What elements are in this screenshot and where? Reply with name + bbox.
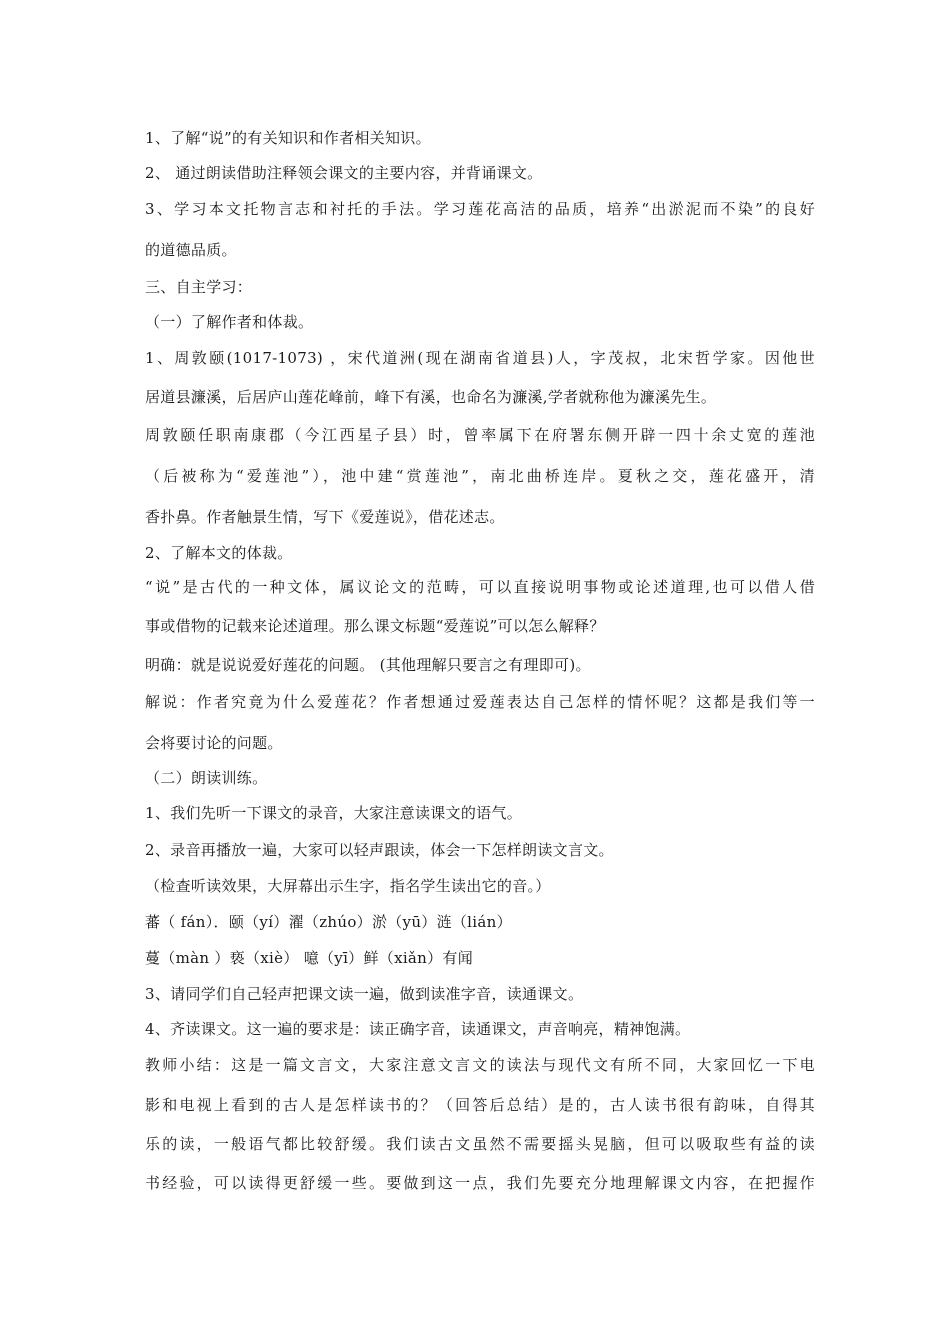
objective-3-cont: 的道德品质。: [145, 241, 237, 259]
genre-heading: 2、了解本文的体裁。: [145, 544, 293, 562]
pronunciation-line-1: 蕃（ fán）．颐（yí）濯（zhúo）淤（yū）涟（lián）: [145, 913, 512, 931]
genre-para-line: 事或借物的记载来论述道理。那么课文标题“爱莲说”可以怎么解释？: [145, 617, 605, 635]
explanation-line: 会将要讨论的问题。: [145, 734, 283, 752]
subsection-heading-author: （一）了解作者和体裁。: [145, 313, 314, 331]
objective-3: 3、学习本文托物言志和衬托的手法。学习莲花高洁的品质，培养“出淤泥而不染”的良好: [145, 200, 815, 218]
teacher-summary-line: 书经验，可以读得更舒缓一些。要做到这一点，我们先要充分地理解课文内容，在把握作: [145, 1174, 815, 1192]
teacher-summary-line: 教师小结：这是一篇文言文，大家注意文言文的读法与现代文有所不同，大家回忆一下电: [145, 1056, 815, 1074]
author-para-line: 1、周敦颐(1017-1073) ，宋代道洲(现在湖南省道县)人，字茂叔，北宋哲学家。因他世: [145, 349, 815, 367]
explanation-line: 解说：作者究竟为什么爱莲花？作者想通过爱莲表达自己怎样的情怀呢？这都是我们等一: [145, 693, 815, 711]
author-para-line: 香扑鼻。作者触景生情，写下《爱莲说》，借花述志。: [145, 508, 505, 526]
author-para-line: （后被称为“爱莲池”），池中建“赏莲池”，南北曲桥连岸。夏秋之交，莲花盛开，清: [145, 467, 815, 485]
genre-para-line: “说”是古代的一种文体，属议论文的范畴，可以直接说明事物或论述道理,也可以借人借: [145, 578, 815, 596]
reading-step-1: 1、我们先听一下课文的录音，大家注意读课文的语气。: [145, 804, 523, 822]
author-para-line: 居道县濂溪，后居庐山莲花峰前，峰下有溪，也命名为濂溪,学者就称他为濂溪先生。: [145, 388, 717, 406]
pronunciation-line-2: 蔓（màn ）亵（xiè） 噫（yī）鲜（xiǎn）有闻: [145, 949, 474, 967]
reading-step-3: 3、请同学们自己轻声把课文读一遍，做到读准字音，读通课文。: [145, 985, 584, 1003]
subsection-heading-reading: （二）朗读训练。: [145, 769, 268, 787]
section-heading-self-study: 三、自主学习：: [145, 278, 253, 296]
reading-check-note: （检查听读效果，大屏幕出示生字，指名学生读出它的音。）: [145, 877, 551, 895]
author-para-line: 周敦颐任职南康郡（今江西星子县）时，曾率属下在府署东侧开辟一四十余丈宽的莲池: [145, 426, 815, 444]
teacher-summary-line: 乐的读，一般语气都比较舒缓。我们读古文虽然不需要摇头晃脑，但可以吸取些有益的读: [145, 1135, 815, 1153]
teacher-summary-line: 影和电视上看到的古人是怎样读书的？（回答后总结）是的，古人读书很有韵味，自得其: [145, 1096, 815, 1114]
objective-1: 1、了解“说”的有关知识和作者相关知识。: [145, 129, 431, 147]
objective-2: 2、 通过朗读借助注释领会课文的主要内容，并背诵课文。: [145, 164, 543, 182]
reading-step-4: 4、齐读课文。这一遍的要求是：读正确字音，读通课文，声音响亮，精神饱满。: [145, 1020, 691, 1038]
reading-step-2: 2、录音再播放一遍，大家可以轻声跟读，体会一下怎样朗读文言文。: [145, 841, 614, 859]
clarification-line: 明确：就是说说爱好莲花的问题。 (其他理解只要言之有理即可)。: [145, 656, 591, 674]
